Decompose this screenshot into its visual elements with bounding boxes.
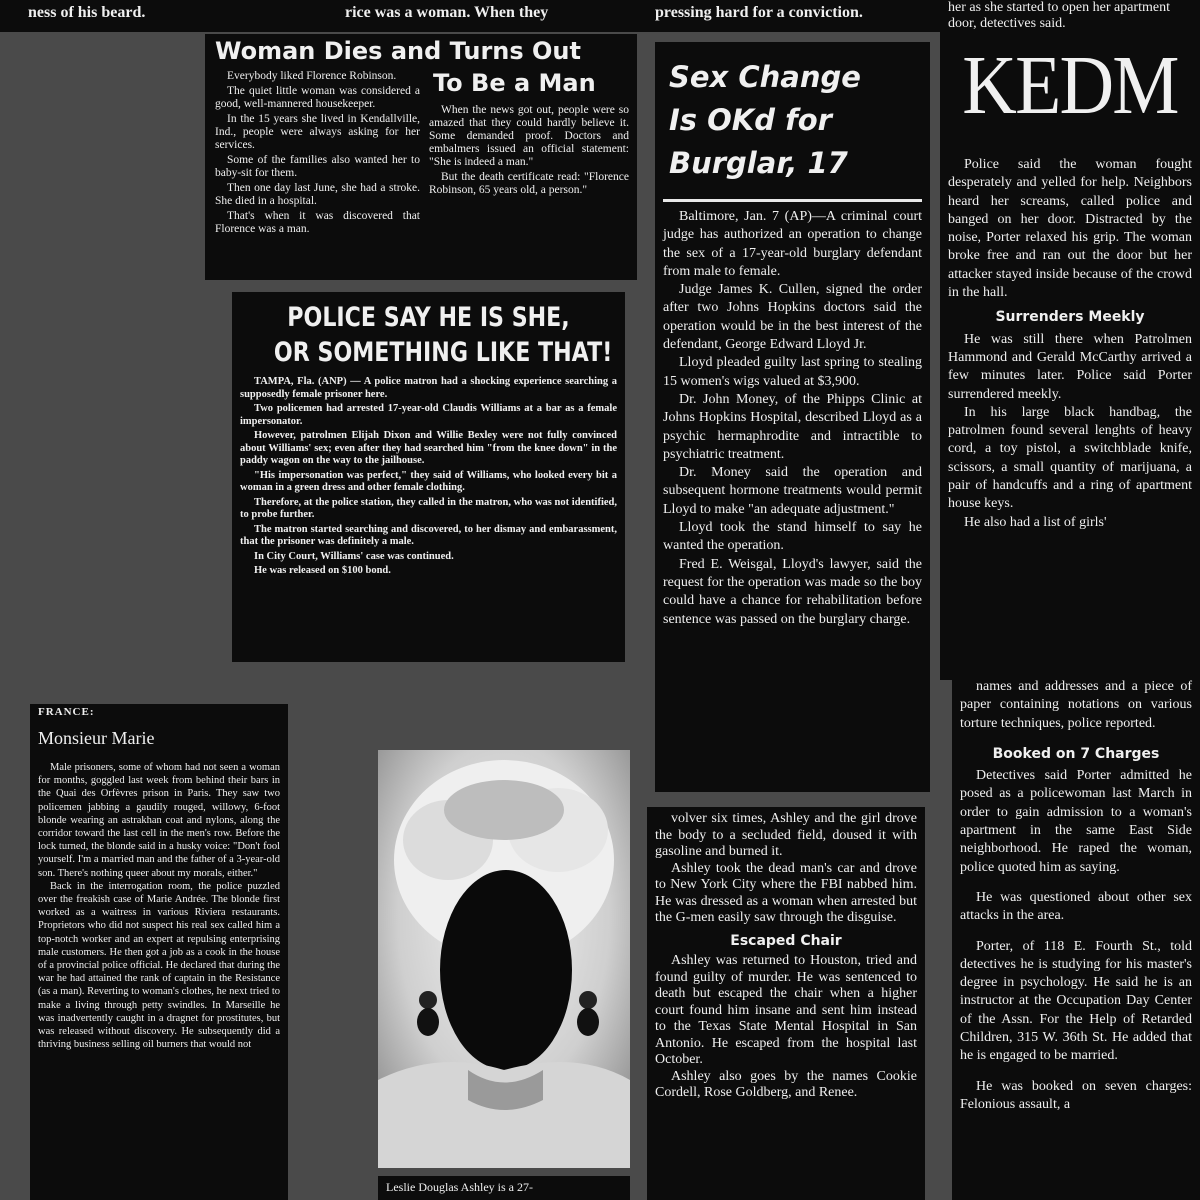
- paragraph: Detectives said Porter admitted he posed as a policewoman last March in order to gain admission to a woman's apartment in the same East Side neighborhood. He raped the woman, police quoted him as saying.: [960, 768, 1192, 875]
- paragraph: Ashley was returned to Houston, tried and found guilty of murder. He was sentenced to death but escaped the chair when a higher court found him insane and sent him instead to the Texas State Mental Hospital in San Antonio. He escaped from the hospital last October.: [655, 953, 917, 1067]
- sex-headline-line2: Is OKd for: [669, 103, 832, 137]
- paragraph: The matron started searching and discovered, to her dismay and embarassment, that the prisoner was definitely a male.: [240, 523, 617, 547]
- kedm-paragraphs-1: [948, 156, 1192, 302]
- paragraph: Fred E. Weisgal, Lloyd's lawyer, said the request for the operation was made so the boy could have a chance for rehabilitation before sentence was passed on the burglary charge.: [663, 556, 922, 627]
- paragraph: He was released on $100 bond.: [254, 565, 391, 576]
- ashley-paragraphs-1: [655, 811, 917, 927]
- paragraph: Some of the families also wanted her to baby-sit for them.: [215, 154, 420, 179]
- paragraph: Ashley also goes by the names Cookie Cordell, Rose Goldberg, and Renee.: [655, 1068, 917, 1100]
- paragraph: Judge James K. Cullen, signed the order after two Johns Hopkins doctors said the operation would be in the best interest of the defendant, George Edward Lloyd Jr.: [663, 282, 922, 353]
- police-say-clipping: [232, 292, 625, 662]
- paragraph: In City Court, Williams' case was continued.: [254, 550, 454, 562]
- paragraph: He was questioned about other sex attacks in the area.: [960, 889, 1192, 924]
- kedm-subhead-surrenders: Surrenders Meekly: [995, 309, 1145, 326]
- paragraph: names and addresses and a piece of paper containing notations on various torture techniques, police reported.: [960, 679, 1192, 731]
- woman-column-right: [429, 104, 629, 199]
- paragraph: Lloyd took the stand himself to say he wanted the operation.: [663, 520, 922, 554]
- paragraph: TAMPA, Fla. (ANP) — A police matron had a shocking experience searching a supposedly female prisoner here.: [240, 376, 617, 400]
- paragraph: Male prisoners, some of whom had not seen a woman for months, goggled last week from behind their bars in the Quai des Orfèvres prison in Paris. They saw two policemen jabbing a gaudily rouged, willowy, 6-foot blonde wearing an astrakhan coat and nylons, along the corridor toward the last cell in the men's row. Before the lock turned, the blonde said in a husky voice: "Don't fool yourself. I'm a married man and the father of a 3-year-old son. There's nothing queer about my morals, either.": [38, 762, 280, 879]
- paragraph: The quiet little woman was considered a good, well-mannered housekeeper.: [215, 85, 420, 110]
- top-strip-text-left: ness of his beard.: [28, 4, 146, 21]
- sex-change-headline: [663, 48, 922, 202]
- monsieur-marie-clipping: [30, 704, 288, 1200]
- ashley-clipping: [647, 807, 925, 1200]
- france-headline: Monsieur Marie: [38, 728, 155, 748]
- kedm-clipping: [940, 0, 1200, 680]
- woman-column-left: [215, 70, 420, 238]
- police-headline: [273, 300, 613, 370]
- paragraph: That's when it was discovered that Florence was a man.: [215, 210, 420, 235]
- ashley-body: [655, 811, 917, 1102]
- sex-change-clipping: [655, 42, 930, 792]
- france-body: [38, 761, 280, 1051]
- paragraph: Two policemen had arrested 17-year-old Claudis Williams at a bar as a female impersonator.: [240, 403, 617, 427]
- top-strip-text-middle: rice was a woman. When they: [345, 4, 549, 21]
- woman-dies-clipping: [205, 34, 637, 280]
- paragraph: He was still there when Patrolmen Hammond and Gerald McCarthy arrived a few minutes later. Police said Porter surrendered meekly.: [948, 331, 1192, 402]
- sex-headline-line3: Burglar, 17: [669, 146, 848, 180]
- kedm-cont-paragraphs-2: [960, 767, 1192, 1114]
- kedm-continuation-body: [960, 678, 1192, 1114]
- photo-caption: Leslie Douglas Ashley is a 27-: [386, 1180, 533, 1194]
- woman-headline-line2: To Be a Man: [433, 69, 596, 97]
- police-headline-line1: POLICE SAY HE IS SHE,: [287, 302, 570, 333]
- paragraph: Then one day last June, she had a stroke. She died in a hospital.: [215, 182, 420, 207]
- sex-change-body: [663, 208, 922, 629]
- paragraph: Porter, of 118 E. Fourth St., told detectives he is studying for his master's degree in psychology. He said he is an instructor at the Occupation Day Center of the Assn. For the Help of Retarded Children, 315 W. 36th St. He added that he is engaged to be married.: [960, 938, 1192, 1064]
- kedm-body: [948, 156, 1192, 532]
- portrait-photo-image: [378, 750, 630, 1168]
- paragraph: However, patrolmen Elijah Dixon and Willie Bexley were not fully convinced about Williams' sex; even after they had searched him "from the knee down" in the paddy wagon on the way to the jailhouse.: [240, 430, 617, 466]
- kedm-cont-paragraphs-1: [960, 678, 1192, 733]
- photo-caption-clipping: [378, 1176, 630, 1200]
- police-headline-line2: OR SOMETHING LIKE THAT!: [273, 337, 613, 368]
- ashley-subhead-escaped-chair: Escaped Chair: [730, 932, 842, 949]
- paragraph: Police said the woman fought desperately and yelled for help. Neighbors heard her screams, called police and banged on her door. Distracted by the noise, Porter relaxed his grip. The woman broke free and ran out the door but her attacker stayed inside because of the crowd in the hall.: [948, 157, 1192, 301]
- paragraph: He also had a list of girls': [964, 514, 1107, 530]
- paragraph: Dr. Money said the operation and subsequent hormone treatments would permit Lloyd to make "an adequate adjustment.": [663, 465, 922, 517]
- ashley-paragraphs-2: [655, 953, 917, 1102]
- paragraph: Dr. John Money, of the Phipps Clinic at Johns Hopkins Hospital, described Lloyd as a psychic hermaphrodite and intractible to psychiatric treatment.: [663, 391, 922, 462]
- top-strip-text-right: pressing hard for a conviction.: [655, 4, 863, 21]
- paragraph: In his large black handbag, the patrolmen found several lenghts of heavy cord, a toy pistol, a switchblade knife, scissors, a small quantity of marijuana, a pair of handcuffs and a ring of apartment house keys.: [948, 404, 1192, 512]
- sex-headline-line1: Sex Change: [669, 60, 861, 94]
- kedm-logo: KEDM: [962, 39, 1178, 132]
- woman-headline-line1: Woman Dies and Turns Out: [215, 37, 581, 65]
- paragraph: But the death certificate read: "Florence Robinson, 65 years old, a person.": [429, 171, 629, 196]
- paragraph: Back in the interrogation room, the police puzzled over the freakish case of Marie Andrée. The blonde first worked as a waitress in various Riviera restaurants. Proprietors who did not suspect his real sex called him a top-notch worker and an expert at repulsing enterprising male customers. He then got a job as a cook in the house of a provincial police official. He declared that during the war he had attained the rank of captain in the Resistance (as a man). Reverting to woman's clothes, he next tried to make a living through petty swindles. In Marseille he was inadvertently caught in a dragnet for prostitutes, but was released without discovery. He subsequently did a thriving business selling oil burners that would not: [38, 880, 280, 1051]
- paragraph: When the news got out, people were so amazed that they could hardly believe it. Some demanded proof. Doctors and embalmers issued an official statement: "She is indeed a man.": [429, 104, 629, 168]
- kedm-top-text: her as she started to open her apartment door, detectives said.: [948, 0, 1170, 31]
- kedm-subhead-booked: Booked on 7 Charges: [992, 745, 1160, 762]
- paragraph: volver six times, Ashley and the girl drove the body to a secluded field, doused it with gasoline and burned it.: [655, 811, 917, 859]
- paragraph: Therefore, at the police station, they called in the matron, who was not identified, to probe further.: [240, 496, 617, 520]
- portrait-photo: [378, 750, 630, 1168]
- paragraph: Baltimore, Jan. 7 (AP)—A criminal court judge has authorized an operation to change the sex of a 17-year-old burglary defendant from male to female.: [663, 209, 922, 279]
- paragraph: In the 15 years she lived in Kendallville, Ind., people were always asking for her services.: [215, 113, 420, 151]
- paragraph: He was booked on seven charges: Felonious assault, a: [960, 1078, 1192, 1112]
- kedm-paragraphs-2: [948, 331, 1192, 532]
- kedm-continuation-clipping: [952, 676, 1200, 1200]
- paragraph: Everybody liked Florence Robinson.: [227, 70, 397, 82]
- paragraph: "His impersonation was perfect," they said of Williams, who looked every bit a woman in a green dress and other female clothing.: [240, 469, 617, 493]
- police-body: [240, 376, 617, 578]
- paragraph: Lloyd pleaded guilty last spring to stealing 15 women's wigs valued at $3,900.: [663, 355, 922, 389]
- paragraph: Ashley took the dead man's car and drove to New York City where the FBI nabbed him. He was dressed as a woman when arrested but the G-men easily saw through the disguise.: [655, 860, 917, 925]
- france-section-tag: FRANCE:: [38, 706, 95, 718]
